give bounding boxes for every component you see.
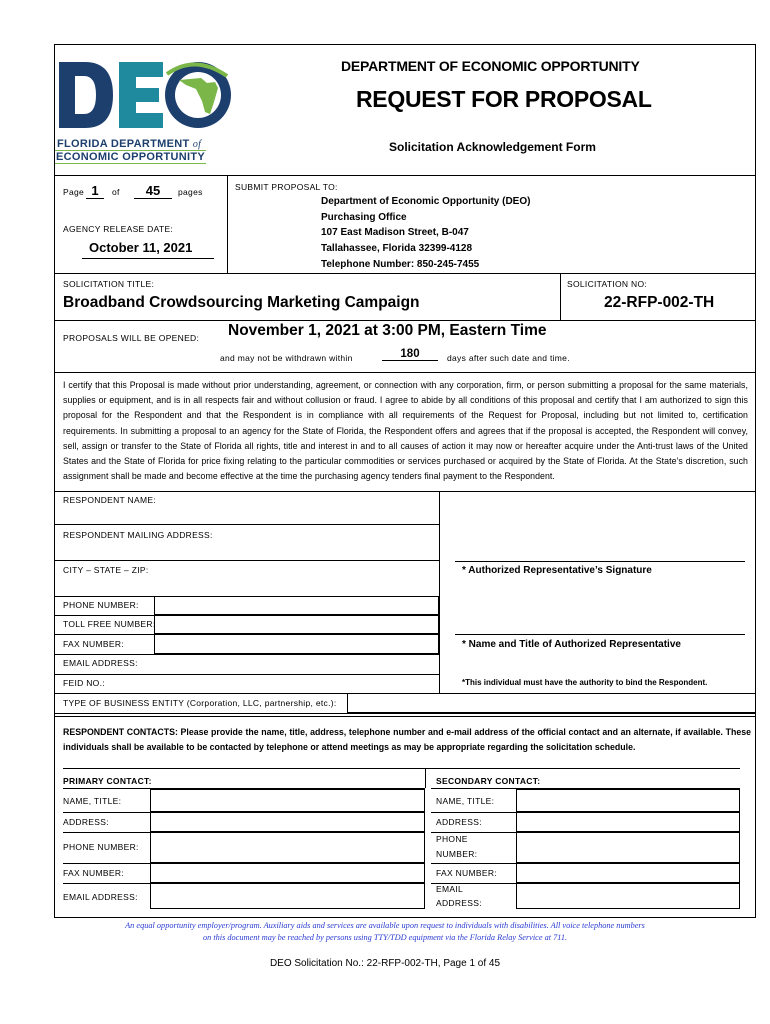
withdraw-text-post: days after such date and time. <box>447 353 570 363</box>
business-type-label: TYPE OF BUSINESS ENTITY (Corporation, LLC, partnership, etc.): <box>63 698 337 708</box>
opening-datetime: November 1, 2021 at 3:00 PM, Eastern Time <box>228 322 547 339</box>
respondent-contacts-instructions: RESPONDENT CONTACTS: Please provide the name, title, address, telephone number and e-mail address of the official contact and an alternate, if available. These individuals shall be available to be contacted by telephone or attend meetings as may be appropriate regarding the solicitation schedule. <box>63 727 751 752</box>
primary-name-field[interactable] <box>150 789 425 812</box>
email-address-label: EMAIL ADDRESS: <box>63 658 138 668</box>
address-line: Purchasing Office <box>321 211 407 223</box>
secondary-phone-field[interactable] <box>516 832 740 863</box>
secondary-email-field[interactable] <box>516 883 740 909</box>
primary-contact-label: PRIMARY CONTACT: <box>63 776 152 786</box>
phone-number-label: PHONE NUMBER: <box>63 600 139 610</box>
address-line: Tallahassee, Florida 32399-4128 <box>321 243 473 255</box>
signature-field[interactable] <box>455 500 745 560</box>
primary-fax-field[interactable] <box>150 863 425 883</box>
fax-number-label: FAX NUMBER: <box>63 639 124 649</box>
divider <box>54 524 439 525</box>
signature-line <box>455 561 745 562</box>
solicitation-title-label: SOLICITATION TITLE: <box>63 279 155 289</box>
solicitation-title: Broadband Crowdsourcing Marketing Campaign <box>63 294 420 311</box>
name-title-label: * Name and Title of Authorized Representative <box>462 639 681 650</box>
withdraw-days: 180 <box>382 348 438 361</box>
divider <box>54 273 756 274</box>
primary-email-label: EMAIL ADDRESS: <box>63 892 138 902</box>
primary-phone-label: PHONE NUMBER: <box>63 842 139 852</box>
of-label: of <box>112 187 120 197</box>
eeo-statement-line-2: on this document may be reached by persons using TTY/TDD equipment via the Florida Relay Service at 711. <box>202 933 568 942</box>
pages-label: pages <box>178 187 203 197</box>
secondary-name-field[interactable] <box>516 789 740 812</box>
business-type-field[interactable] <box>347 693 756 713</box>
divider <box>439 491 440 693</box>
divider <box>54 491 756 492</box>
divider <box>54 716 756 717</box>
primary-address-field[interactable] <box>150 812 425 832</box>
divider <box>54 175 756 176</box>
name-title-line <box>455 634 745 635</box>
logo-line-1: FLORIDA DEPARTMENT of <box>57 138 202 150</box>
divider <box>54 320 756 321</box>
address-line: 107 East Madison Street, B-047 <box>321 227 469 239</box>
secondary-address-field[interactable] <box>516 812 740 832</box>
divider <box>425 768 426 788</box>
feid-field[interactable] <box>150 675 438 693</box>
solicitation-no-label: SOLICITATION NO: <box>567 279 648 289</box>
secondary-phone-label: PHONE NUMBER: <box>436 834 478 859</box>
page-label: Page <box>63 187 85 197</box>
phone-number-field[interactable] <box>154 596 439 615</box>
primary-phone-field[interactable] <box>150 832 425 863</box>
secondary-contact-label: SECONDARY CONTACT: <box>436 776 541 786</box>
respondent-mailing-field[interactable] <box>55 540 438 560</box>
department-heading: DEPARTMENT OF ECONOMIC OPPORTUNITY <box>341 58 640 74</box>
secondary-email-label: EMAIL ADDRESS: <box>436 884 482 908</box>
authority-note: *This individual must have the authority to bind the Respondent. <box>462 678 708 687</box>
city-state-zip-label: CITY – STATE – ZIP: <box>63 565 149 575</box>
address-line: Telephone Number: 850-245-7455 <box>321 258 480 270</box>
document-title: REQUEST FOR PROPOSAL <box>356 86 652 112</box>
certification-paragraph: I certify that this Proposal is made without prior understanding, agreement, or connection with any corporation, firm, or person submitting a proposal for the same materials, supplies or equipment, and is in all respects fair and without collusion or fraud. I agree to abide by all conditions of this proposal and certify that I am authorized to sign this proposal for the Respondent and that the Respondent is in compliance with all requirements of the Request for Proposal, including but not limited to, certification requirements. In submitting a proposal to an agency for the State of Florida, the Respondent offers and agrees that if the proposal is accepted, the Respondent will convey, sell, assign or transfer to the State of Florida all rights, title and interest in and to all causes of action it may now or hereafter acquire under the Anti-trust laws of the United States and the State of Florida for price fixing relating to the particular commodities or services purchased or acquired by the State of Florida. At the State’s discretion, such assignment shall be made and become effective at the time the purchasing agency tenders final payment to the Respondent. <box>63 380 748 482</box>
fax-number-field[interactable] <box>154 634 439 654</box>
logo-line-2: ECONOMIC OPPORTUNITY <box>56 151 206 163</box>
primary-address-label: ADDRESS: <box>63 817 109 827</box>
primary-email-field[interactable] <box>150 883 425 909</box>
page-reference: DEO Solicitation No.: 22-RFP-002-TH, Page 1 of 45 <box>269 958 501 969</box>
proposals-opened-label: PROPOSALS WILL BE OPENED: <box>63 333 200 343</box>
logo-of: of <box>192 139 202 150</box>
form-subtitle: Solicitation Acknowledgement Form <box>389 140 596 154</box>
signature-label: * Authorized Representative’s Signature <box>462 565 652 576</box>
page-number: 1 <box>86 183 104 199</box>
respondent-mailing-label: RESPONDENT MAILING ADDRESS: <box>63 530 213 540</box>
feid-label: FEID NO.: <box>63 678 105 688</box>
divider <box>63 768 740 769</box>
eeo-statement-line-1: An equal opportunity employer/program. Auxiliary aids and services are available upon request to individuals with disabilities. All voice telephone numbers <box>125 921 645 930</box>
divider <box>54 372 756 373</box>
divider <box>560 273 561 321</box>
primary-name-label: NAME, TITLE: <box>63 796 122 806</box>
divider <box>54 713 756 714</box>
toll-free-field[interactable] <box>154 615 439 634</box>
secondary-name-label: NAME, TITLE: <box>436 796 495 806</box>
divider <box>227 175 228 273</box>
secondary-address-label: ADDRESS: <box>436 817 482 827</box>
agency-release-label: AGENCY RELEASE DATE: <box>63 224 174 234</box>
agency-release-date: October 11, 2021 <box>89 240 193 255</box>
release-date-underline <box>82 258 214 259</box>
address-line: Department of Economic Opportunity (DEO) <box>321 196 531 207</box>
email-address-field[interactable] <box>150 655 438 674</box>
submit-address <box>321 194 530 273</box>
submit-proposal-label: SUBMIT PROPOSAL TO: <box>235 182 338 192</box>
withdraw-text-pre: and may not be withdrawn within <box>220 353 353 363</box>
respondent-name-field[interactable] <box>55 505 438 524</box>
name-title-field[interactable] <box>455 590 745 633</box>
total-pages: 45 <box>134 183 172 199</box>
primary-fax-label: FAX NUMBER: <box>63 868 124 878</box>
solicitation-number: 22-RFP-002-TH <box>604 294 715 311</box>
secondary-fax-field[interactable] <box>516 863 740 883</box>
toll-free-label: TOLL FREE NUMBER: <box>63 619 156 629</box>
respondent-name-label: RESPONDENT NAME: <box>63 495 156 505</box>
secondary-fax-label: FAX NUMBER: <box>436 868 497 878</box>
city-state-zip-field[interactable] <box>150 561 438 596</box>
